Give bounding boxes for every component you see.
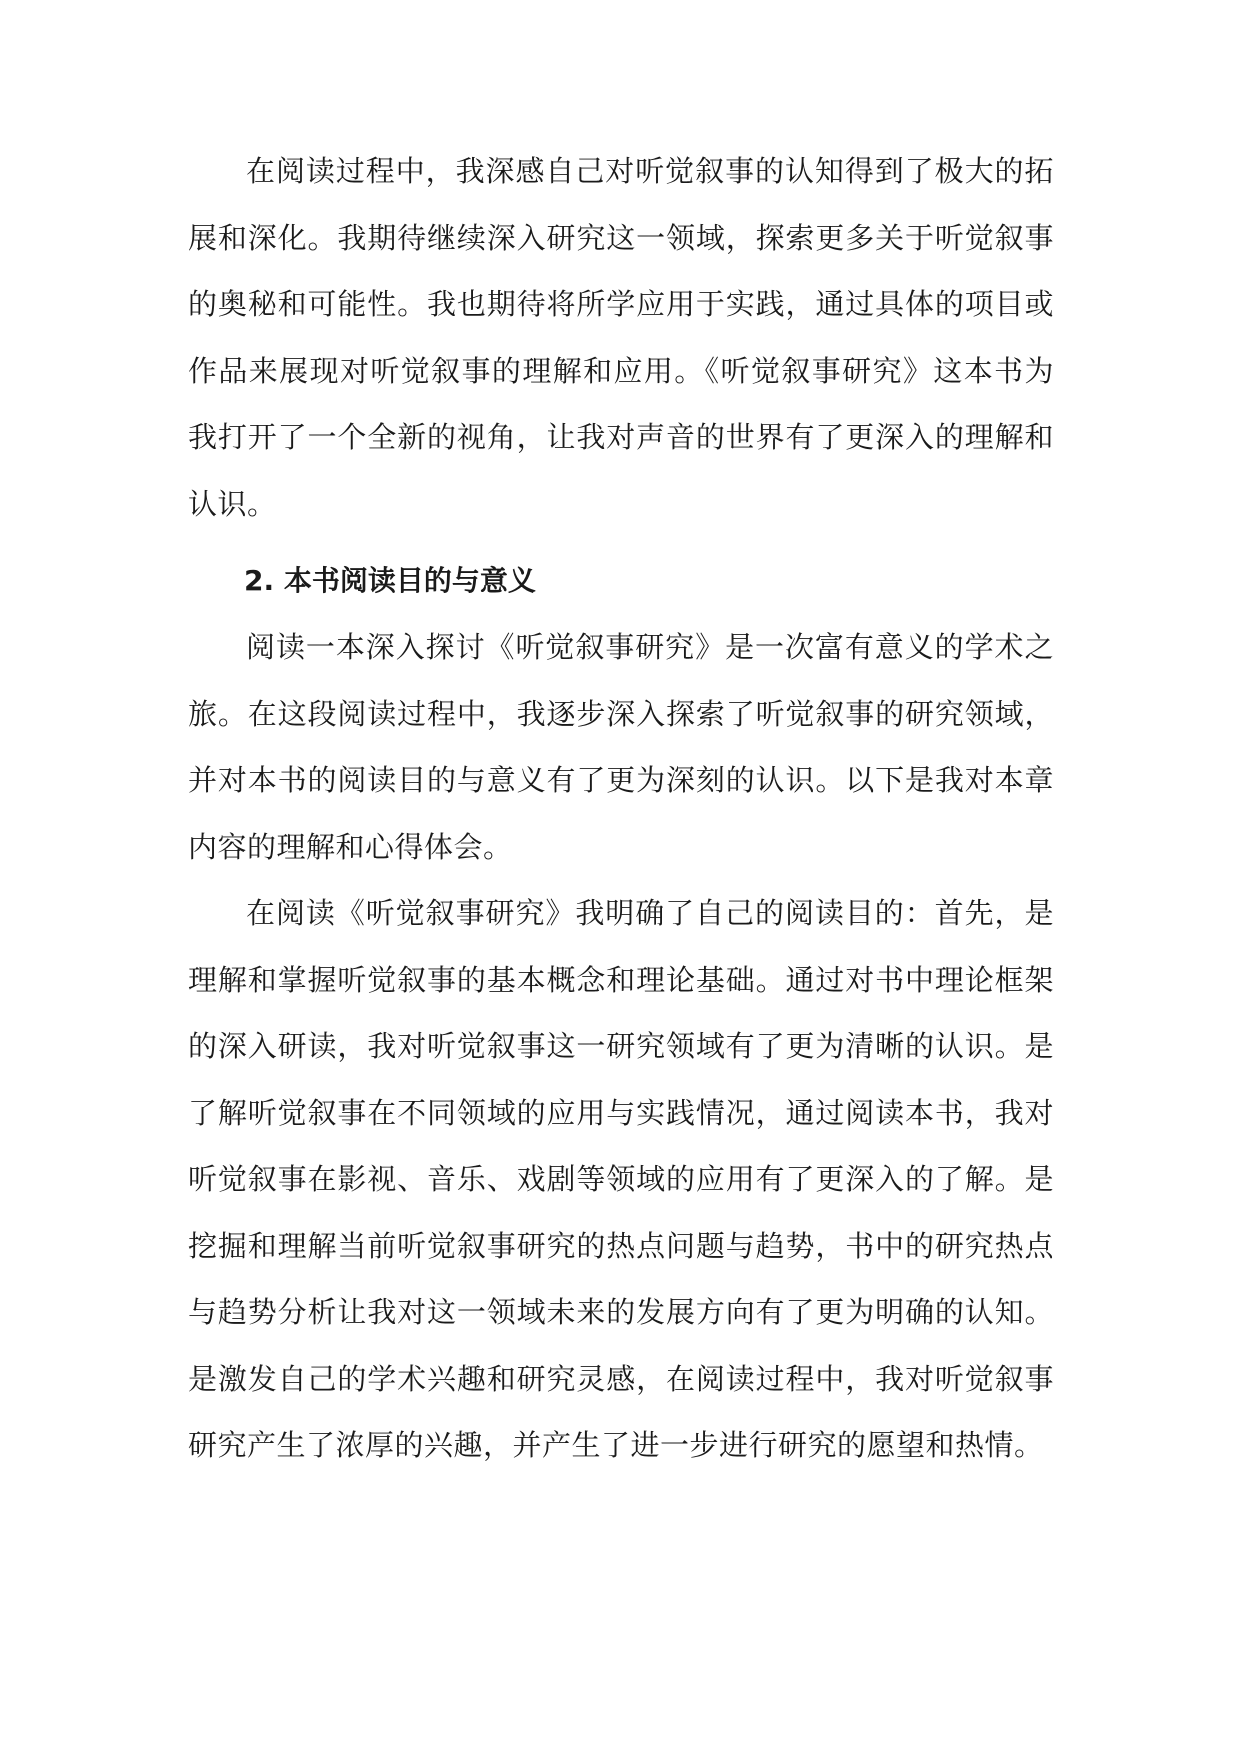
body-paragraph: 阅读一本深入探讨《听觉叙事研究》是一次富有意义的学术之旅。在这段阅读过程中，我逐步深入探索了听觉叙事的研究领域，并对本书的阅读目的与意义有了更为深刻的认识。以下是我对本章内容的理解和心得体会。 [188,630,1054,864]
section-heading: 2. 本书阅读目的与意义 [244,564,536,597]
body-paragraph: 在阅读过程中，我深感自己对听觉叙事的认知得到了极大的拓展和深化。我期待继续深入研究这一领域，探索更多关于听觉叙事的奥秘和可能性。我也期待将所学应用于实践，通过具体的项目或作品来展现对听觉叙事的理解和应用。《听觉叙事研究》这本书为我打开了一个全新的视角，让我对声音的世界有了更深入的理解和认识。 [188,154,1054,521]
text-block-section-2 [188,548,1054,1479]
body-paragraph: 在阅读《听觉叙事研究》我明确了自己的阅读目的：首先，是理解和掌握听觉叙事的基本概念和理论基础。通过对书中理论框架的深入研读，我对听觉叙事这一研究领域有了更为清晰的认识。是了解听觉叙事在不同领域的应用与实践情况，通过阅读本书，我对听觉叙事在影视、音乐、戏剧等领域的应用有了更深入的了解。是挖掘和理解当前听觉叙事研究的热点问题与趋势，书中的研究热点与趋势分析让我对这一领域未来的发展方向有了更为明确的认知。是激发自己的学术兴趣和研究灵感，在阅读过程中，我对听觉叙事研究产生了浓厚的兴趣，并产生了进一步进行研究的愿望和热情。 [188,896,1054,1462]
text-block-intro [188,138,1054,537]
